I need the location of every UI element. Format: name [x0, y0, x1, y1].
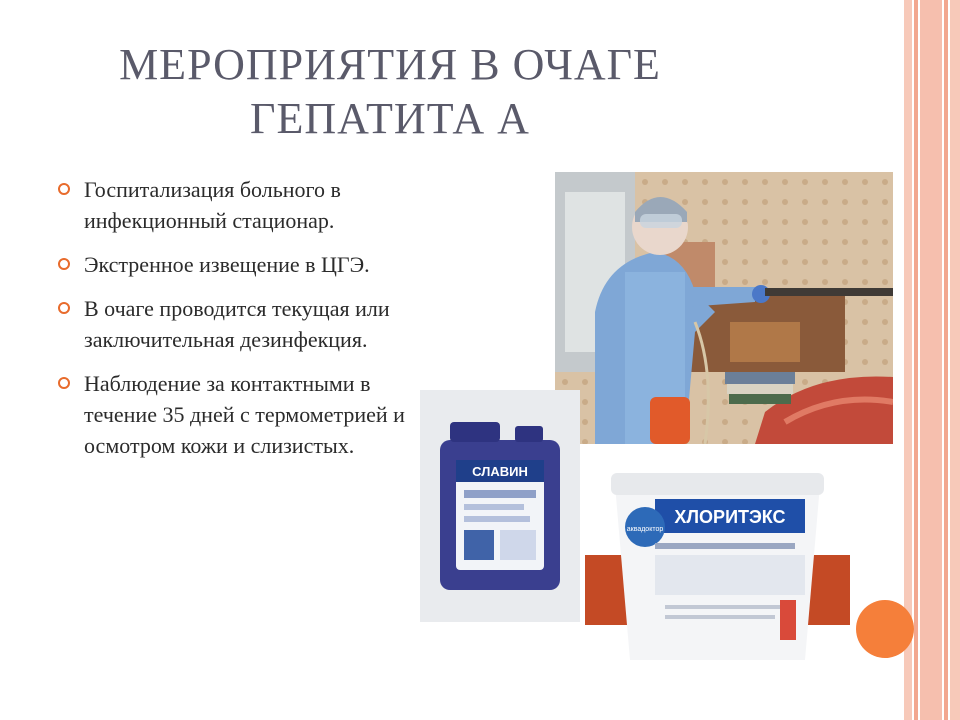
disinfection-worker-image: [555, 172, 893, 444]
bucket-brand: аквадоктор: [626, 526, 664, 533]
bullet-text: В очаге проводится текущая или заключительная дезинфекция.: [84, 296, 390, 352]
list-item: [58, 249, 408, 280]
bullet-text: Наблюдение за контактными в течение 35 дней с термометрией и осмотром кожи и слизистых.: [84, 371, 405, 458]
circle-bullet-icon: [58, 258, 70, 270]
slide-title: МЕРОПРИЯТИЯ В ОЧАГЕ ГЕПАТИТА А: [119, 40, 661, 143]
canister-label: СЛАВИН: [472, 464, 528, 479]
list-item: [58, 293, 408, 355]
bullet-list: [58, 174, 408, 474]
circle-bullet-icon: [58, 183, 70, 195]
decorative-orange-circle: [856, 600, 914, 658]
bucket-label: ХЛОРИТЭКС: [674, 507, 786, 527]
bullet-text: Госпитализация больного в инфекционный стационар.: [84, 177, 341, 233]
list-item: [58, 174, 408, 236]
circle-bullet-icon: [58, 377, 70, 389]
list-item: [58, 368, 408, 461]
canister-photo: [420, 390, 580, 622]
chloritex-bucket-image: [585, 455, 850, 667]
bullet-text: Экстренное извещение в ЦГЭ.: [84, 252, 370, 277]
circle-bullet-icon: [58, 302, 70, 314]
disinfection-worker-photo: [555, 172, 893, 444]
right-border-decoration: [904, 0, 960, 720]
chloritex-bucket-photo: [585, 455, 850, 667]
canister-image: [420, 390, 580, 622]
